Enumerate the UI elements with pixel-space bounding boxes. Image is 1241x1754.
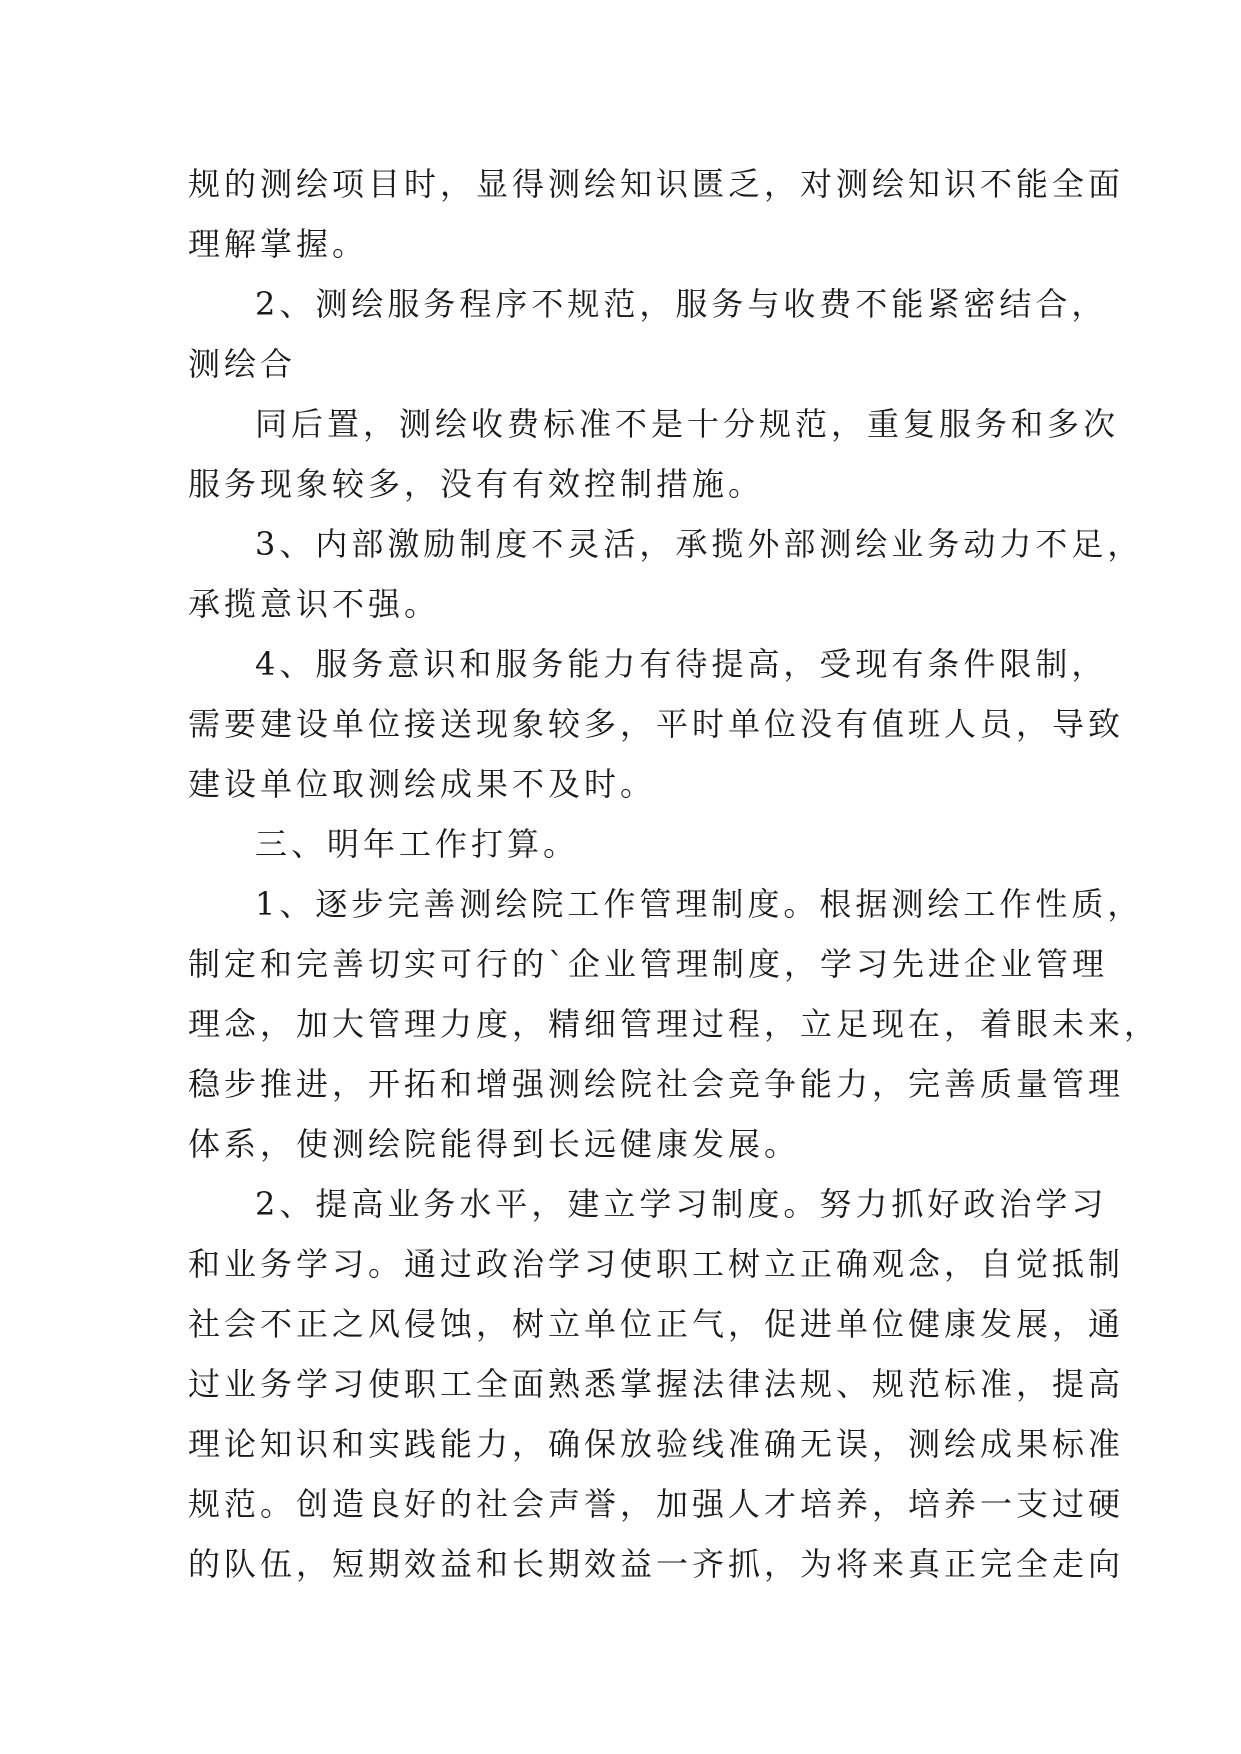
text-line: 的队伍，短期效益和长期效益一齐抓，为将来真正完全走向: [188, 1545, 1125, 1583]
text-line: 社会不正之风侵蚀，树立单位正气，促进单位健康发展，通: [188, 1305, 1125, 1343]
section-heading: 三、明年工作打算。: [255, 825, 580, 863]
text-line: 稳步推进，开拓和增强测绘院社会竞争能力，完善质量管理: [188, 1065, 1125, 1103]
text-line: 体系，使测绘院能得到长远健康发展。: [188, 1125, 801, 1163]
text-line: 规范。创造良好的社会声誉，加强人才培养，培养一支过硬: [188, 1485, 1125, 1523]
text-line: 服务现象较多，没有有效控制措施。: [188, 465, 765, 503]
text-line: 规的测绘项目时，显得测绘知识匮乏，对测绘知识不能全面: [188, 165, 1125, 203]
document-body: [188, 154, 1161, 1594]
text-line: 建设单位取测绘成果不及时。: [188, 765, 657, 803]
text-line: 1、逐步完善测绘院工作管理制度。根据测绘工作性质，: [255, 885, 1144, 923]
text-line: 和业务学习。通过政治学习使职工树立正确观念，自觉抵制: [188, 1245, 1125, 1283]
text-line: 测绘合: [188, 345, 297, 383]
text-line: 同后置，测绘收费标准不是十分规范，重复服务和多次: [255, 405, 1120, 443]
text-line: 过业务学习使职工全面熟悉掌握法律法规、规范标准，提高: [188, 1365, 1125, 1403]
text-line: 承揽意识不强。: [188, 585, 441, 623]
text-line: 4、服务意识和服务能力有待提高，受现有条件限制，: [255, 645, 1108, 683]
text-line: 理念，加大管理力度，精细管理过程，立足现在，着眼未来，: [188, 1005, 1161, 1043]
text-line: 理解掌握。: [188, 225, 369, 263]
text-line: 理论知识和实践能力，确保放验线准确无误，测绘成果标准: [188, 1425, 1125, 1463]
text-line: 制定和完善切实可行的`企业管理制度，学习先进企业管理: [188, 945, 1109, 983]
text-line: 3、内部激励制度不灵活，承揽外部测绘业务动力不足，: [255, 525, 1144, 563]
text-line: 需要建设单位接送现象较多，平时单位没有值班人员，导致: [188, 705, 1125, 743]
text-line: 2、测绘服务程序不规范，服务与收费不能紧密结合，: [255, 285, 1108, 323]
text-line: 2、提高业务水平，建立学习制度。努力抓好政治学习: [255, 1185, 1108, 1223]
